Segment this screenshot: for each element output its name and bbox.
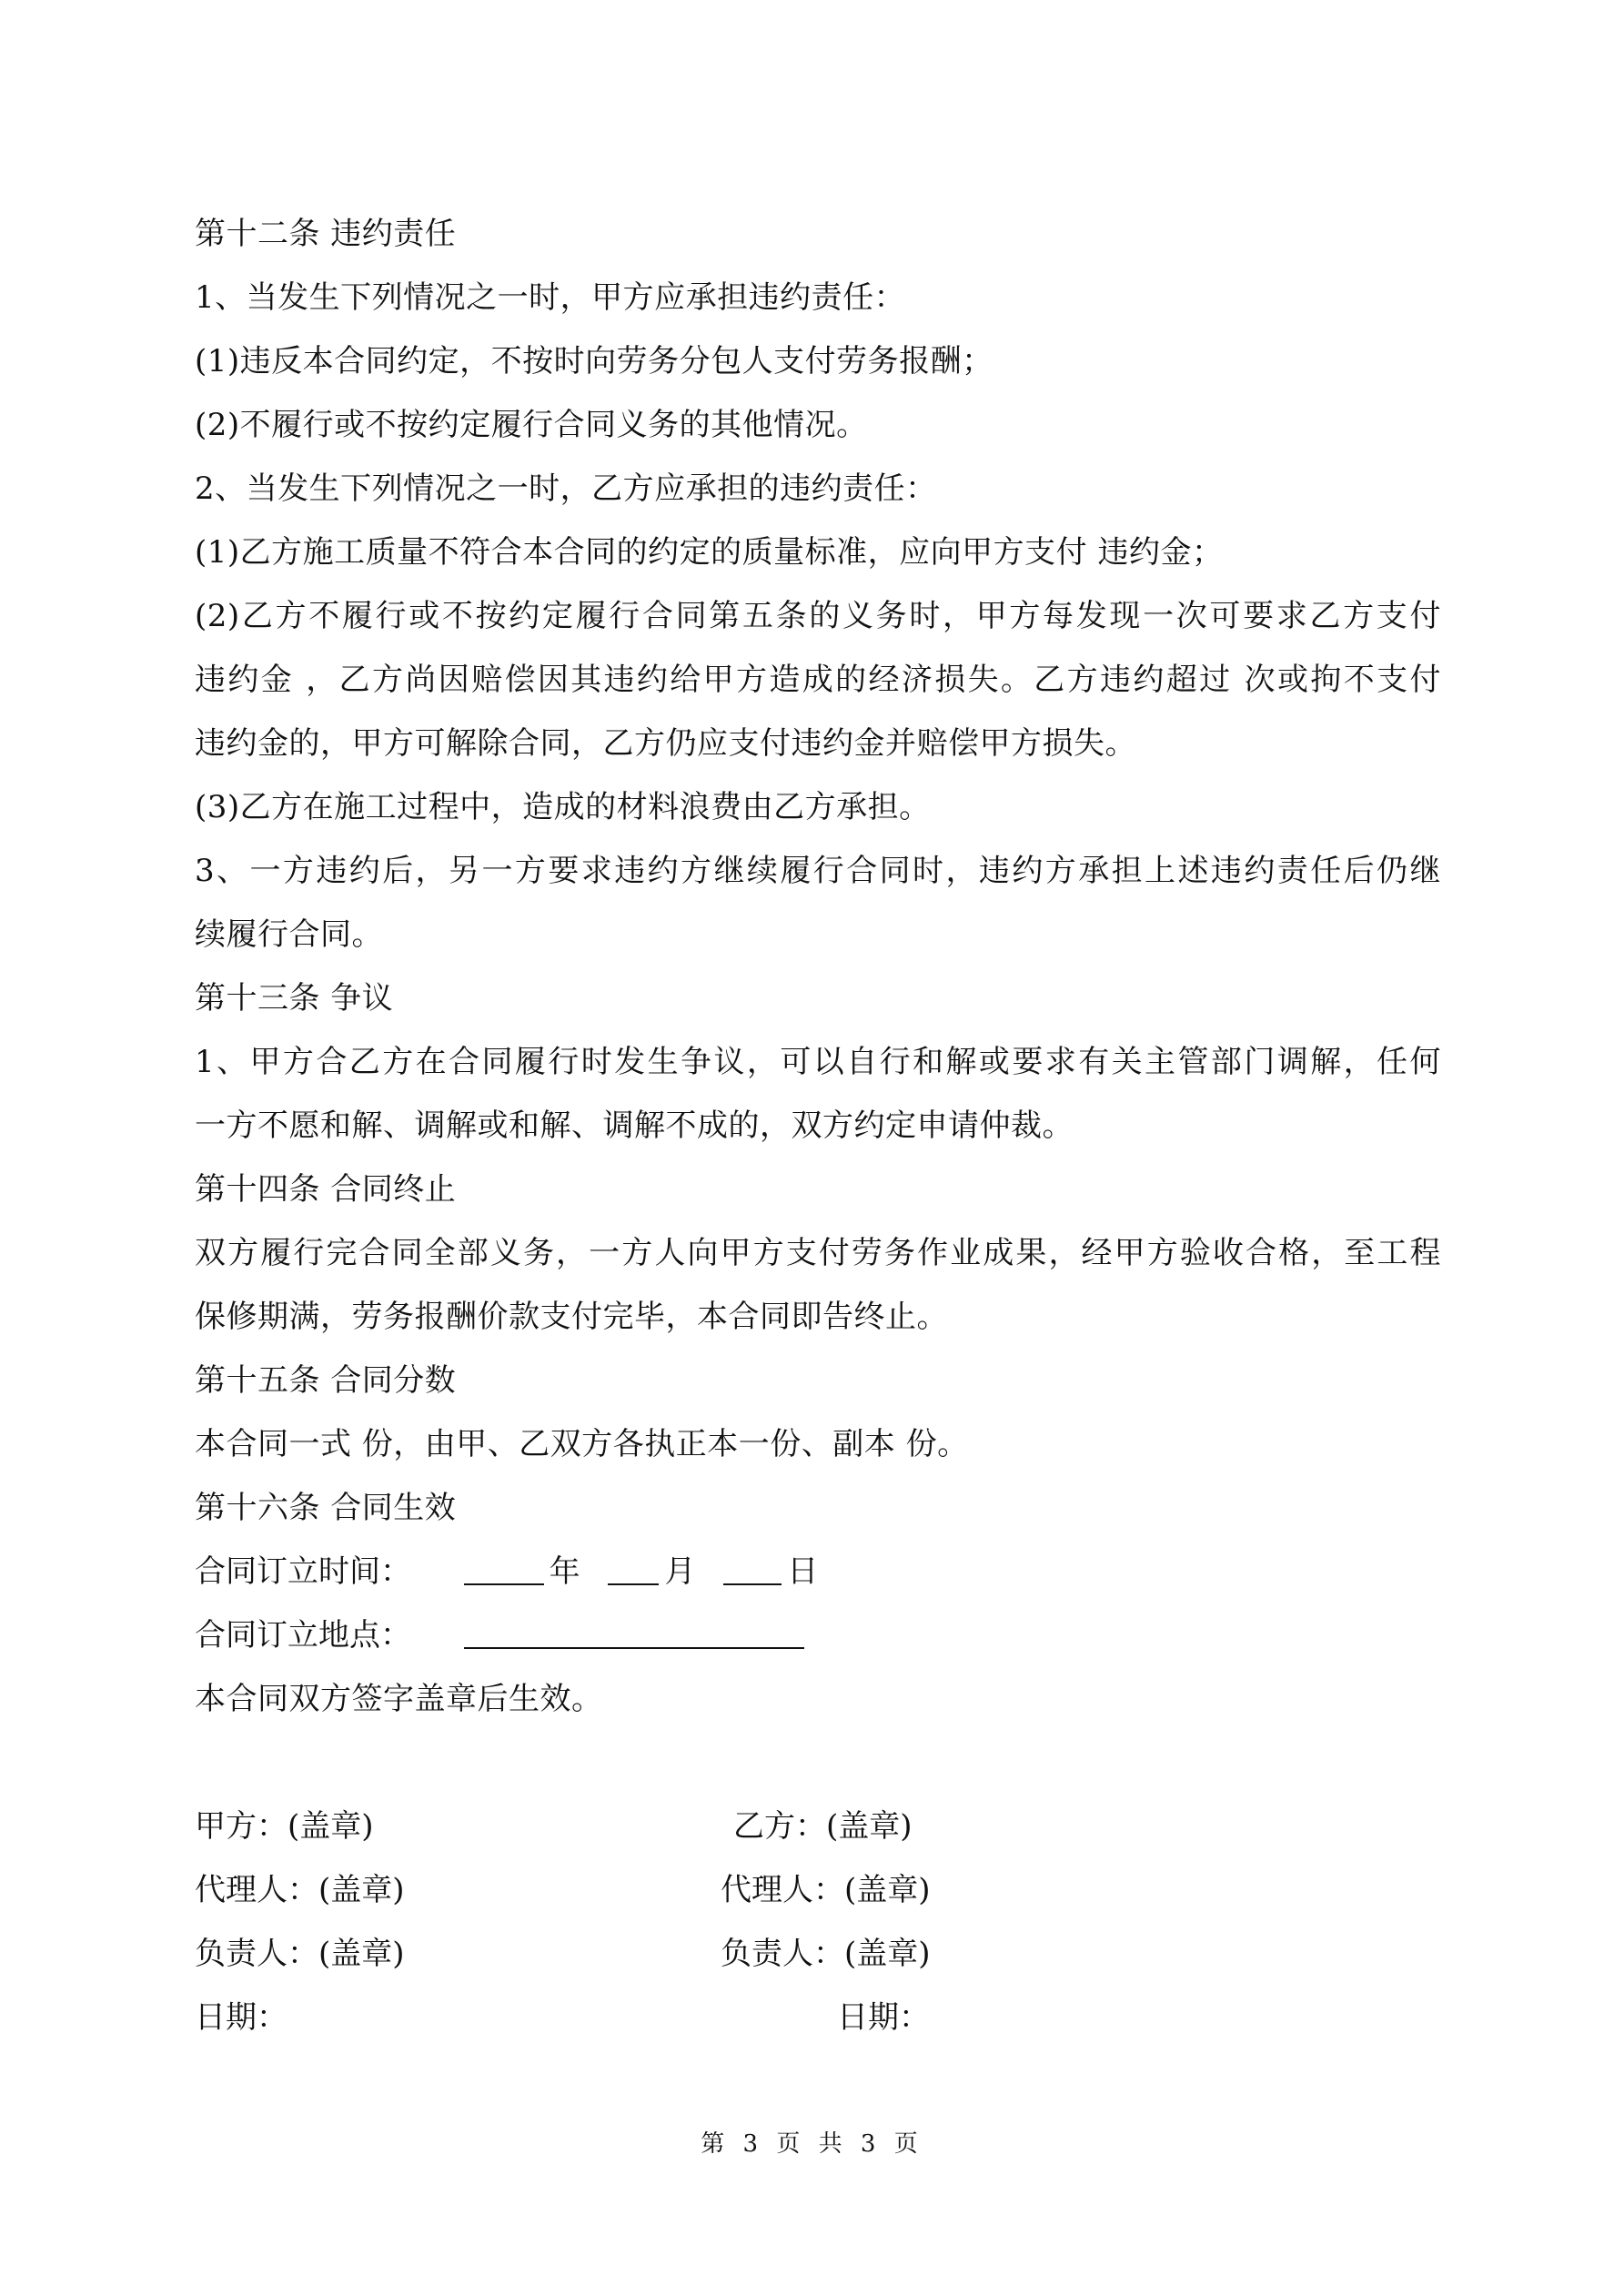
paragraph-line: (3)乙方在施工过程中，造成的材料浪费由乙方承担。 [195,789,931,825]
paragraph-line: 续履行合同。 [195,916,383,953]
paragraph-line: 3、一方违约后，另一方要求违约方继续履行合同时，违约方承担上述违约责任后仍继 [195,853,1441,889]
paragraph-line: 双方履行完合同全部义务，一方人向甲方支付劳务作业成果，经甲方验收合格，至工程 [195,1235,1441,1271]
sign-place-row [195,1603,1441,1667]
agent-b-signature: 代理人：(盖章) [721,1872,931,1908]
paragraph-line: 保修期满，劳务报酬价款支付完毕，本合同即告终止。 [195,1299,948,1335]
signature-row-party [195,1795,1441,1858]
paragraph-line: 一方不愿和解、调解或和解、调解不成的，双方约定申请仲裁。 [195,1108,1074,1144]
paragraph-line: 1、甲方合乙方在合同履行时发生争议，可以自行和解或要求有关主管部门调解，任何 [195,1044,1441,1080]
paragraph-line: 2、当发生下列情况之一时，乙方应承担的违约责任： [195,470,937,507]
signature-row-date [195,1986,1441,2049]
article-14-heading: 第十四条 合同终止 [195,1171,457,1208]
month-blank [608,1553,659,1585]
date-b-label: 日期： [837,1999,930,2036]
month-label: 月 [664,1553,696,1590]
effective-note: 本合同双方签字盖章后生效。 [195,1681,603,1717]
agent-a-signature: 代理人：(盖章) [195,1872,405,1908]
article-16-heading: 第十六条 合同生效 [195,1490,457,1526]
document-body [195,202,1441,2049]
date-a-label: 日期： [195,1999,287,2036]
page-footer: 第 3 页 共 3 页 [701,2130,923,2158]
manager-a-signature: 负责人：(盖章) [195,1936,405,1972]
manager-b-signature: 负责人：(盖章) [721,1936,931,1972]
signature-row-agent [195,1858,1441,1922]
article-13-heading: 第十三条 争议 [195,980,394,1017]
paragraph-line: 本合同一式 份，由甲、乙双方各执正本一份、副本 份。 [195,1426,969,1462]
year-blank [464,1553,544,1585]
paragraph-line: (2)乙方不履行或不按约定履行合同第五条的义务时，甲方每发现一次可要求乙方支付 [195,598,1441,634]
sign-place-label: 合同订立地点： [195,1617,411,1654]
place-blank [464,1616,804,1649]
paragraph-line: 1、当发生下列情况之一时，甲方应承担违约责任： [195,279,906,316]
sign-date-label: 合同订立时间： [195,1553,411,1590]
paragraph-line: (1)乙方施工质量不符合本合同的约定的质量标准，应向甲方支付 违约金； [195,534,1224,571]
signature-row-manager [195,1922,1441,1986]
spacer [195,1731,1441,1795]
day-blank [723,1553,782,1585]
paragraph-line: 违约金的，甲方可解除合同，乙方仍应支付违约金并赔偿甲方损失。 [195,725,1136,762]
article-15-heading: 第十五条 合同分数 [195,1362,457,1399]
year-label: 年 [549,1553,580,1590]
day-label: 日 [787,1553,819,1590]
sign-date-row [195,1540,1441,1603]
party-b-signature: 乙方：(盖章) [733,1808,913,1845]
paragraph-line: (2)不履行或不按约定履行合同义务的其他情况。 [195,407,868,443]
article-12-heading: 第十二条 违约责任 [195,216,457,252]
party-a-signature: 甲方：(盖章) [195,1808,374,1845]
paragraph-line: (1)违反本合同约定，不按时向劳务分包人支付劳务报酬； [195,343,994,379]
paragraph-line: 违约金 ，乙方尚因赔偿因其违约给甲方造成的经济损失。乙方违约超过 次或拘不支付 [195,662,1441,698]
